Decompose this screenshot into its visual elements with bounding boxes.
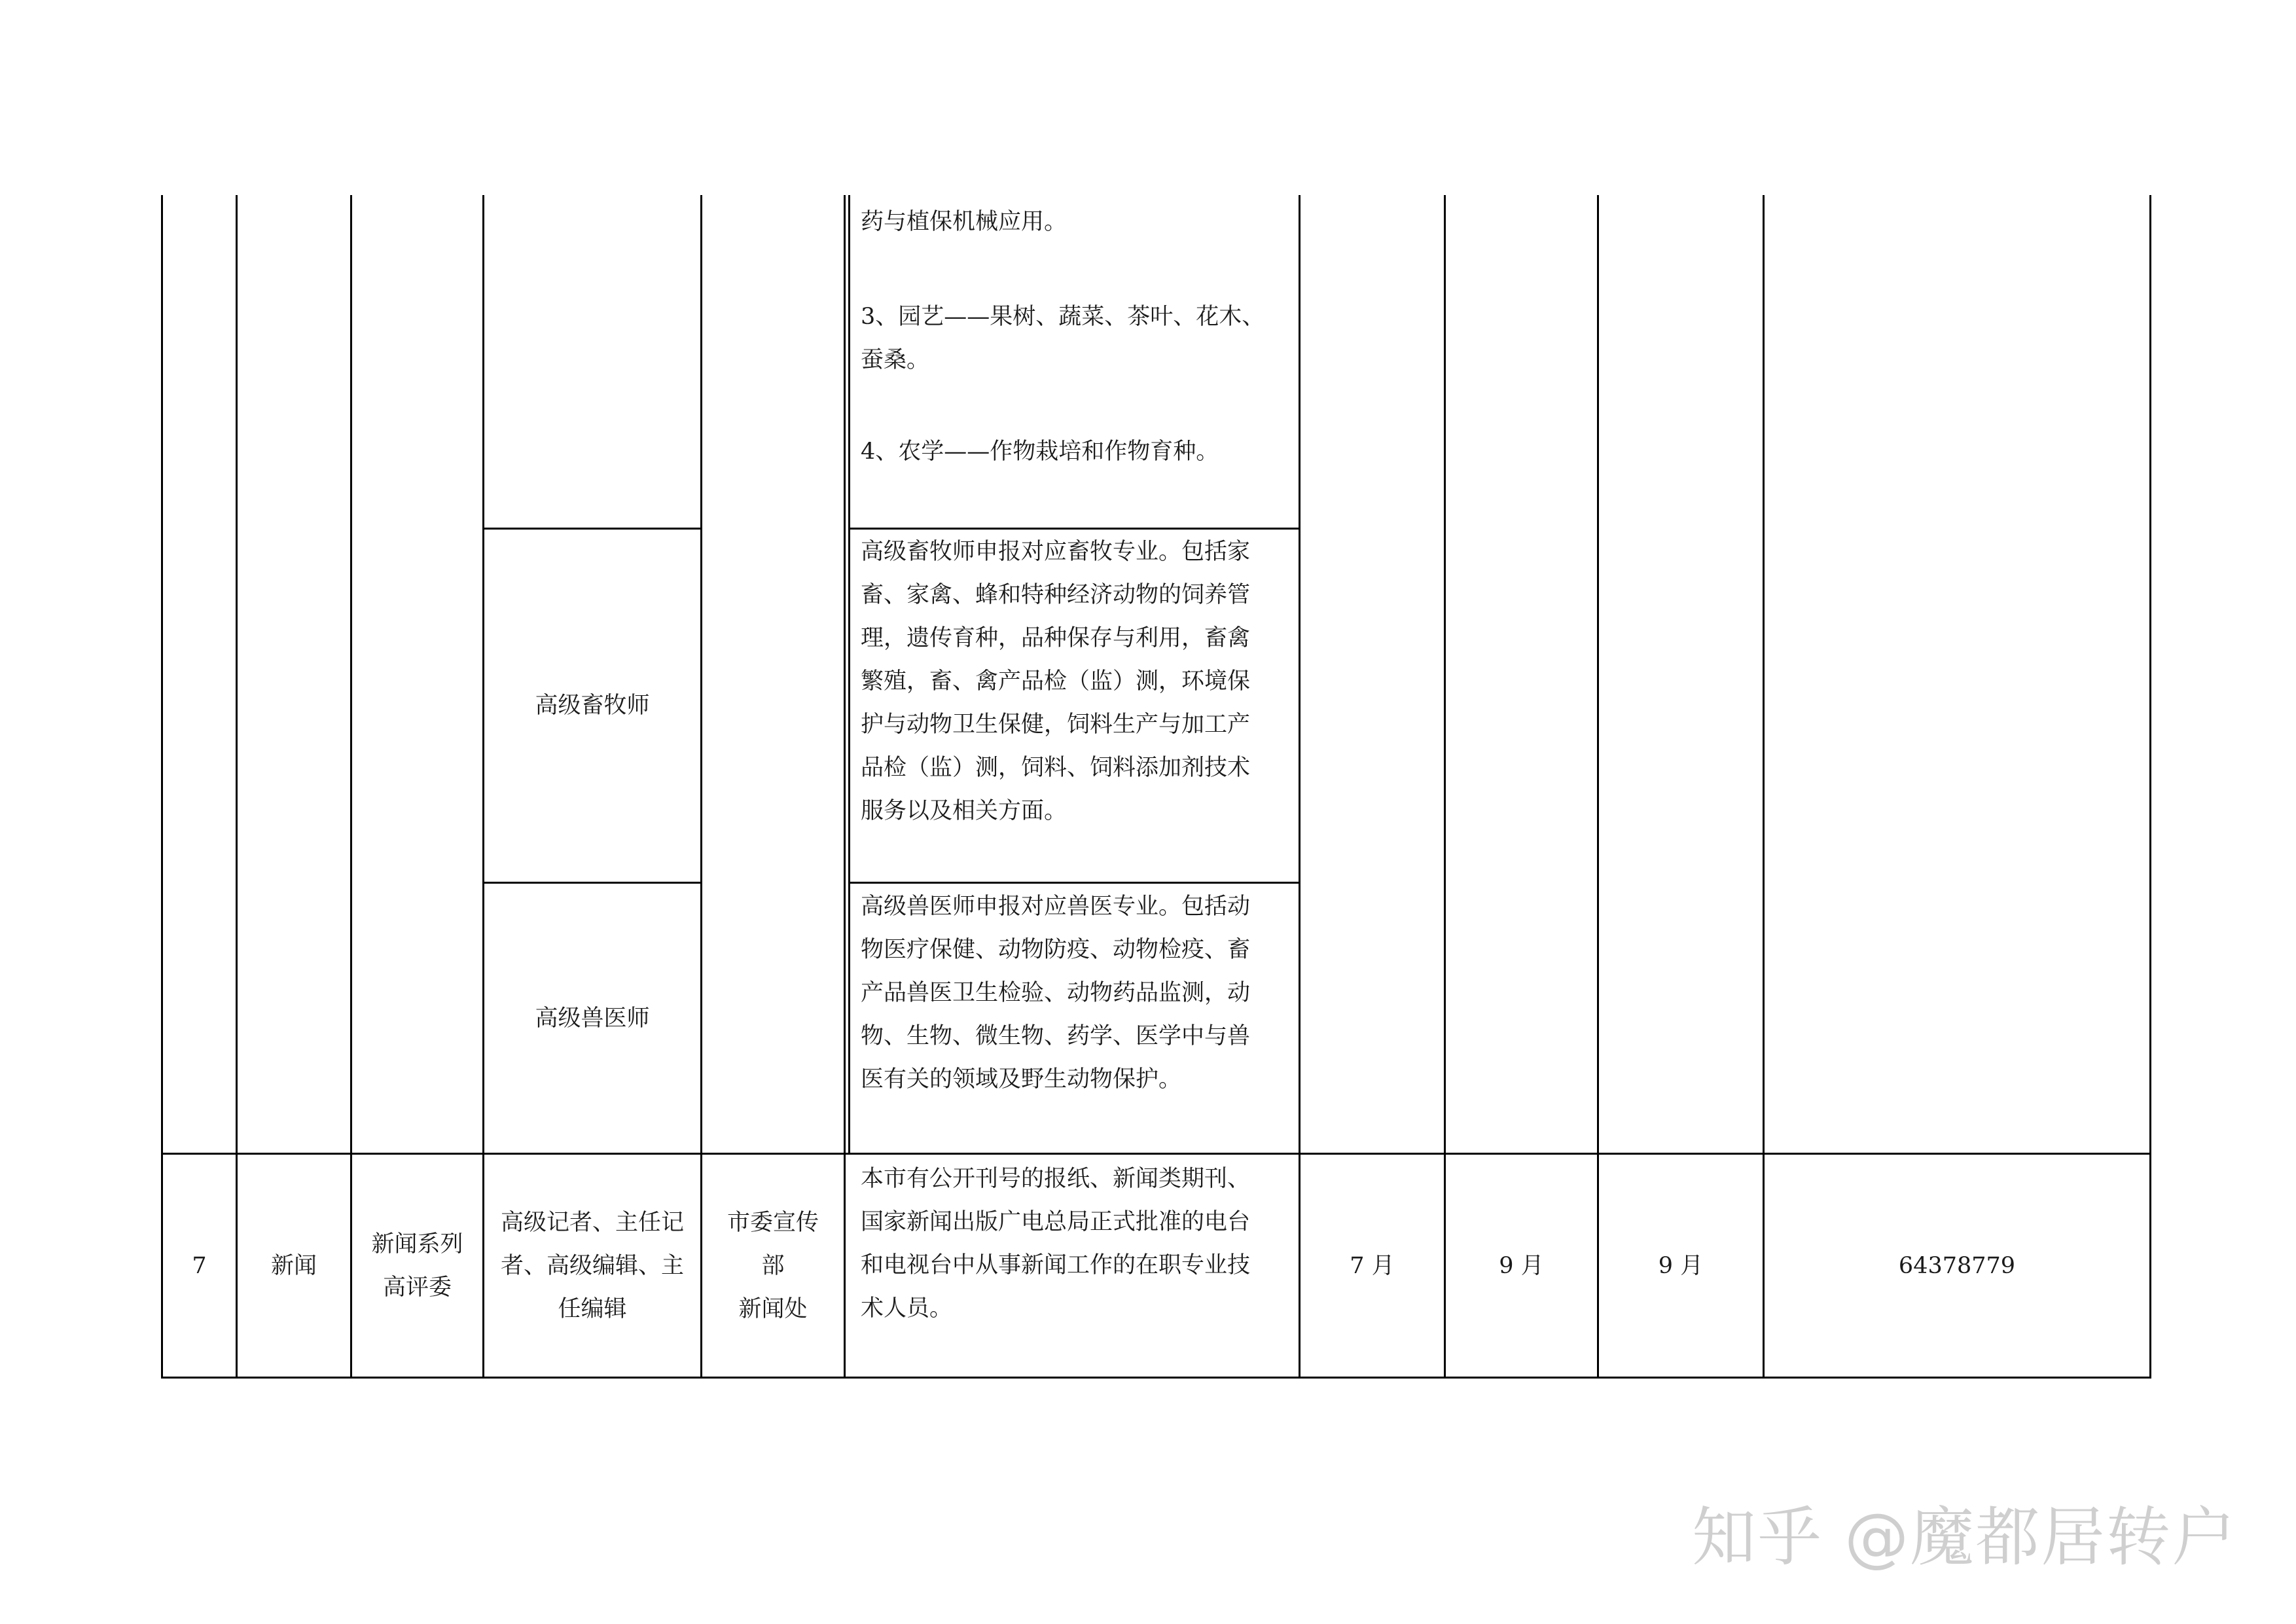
row7-month-3: 9 月: [1658, 1252, 1704, 1279]
row7-dept: [702, 1155, 844, 1377]
row7-committee: [352, 1155, 482, 1377]
row-divider-agri-desc: [848, 528, 1300, 530]
row7-scope-line: 和电视台中从事新闻工作的在职专业技: [861, 1252, 1251, 1278]
veterinary-desc-line: 医有关的领域及野生动物保护。: [861, 1066, 1182, 1092]
row7-dept-line: 新闻处: [738, 1295, 808, 1322]
veterinary-desc-line: 高级兽医师申报对应兽医专业。包括动: [861, 893, 1251, 920]
husbandry-desc-line: 畜、家禽、蜂和特种经济动物的饲养管: [861, 582, 1251, 608]
col-divider-5: [844, 195, 846, 1379]
husbandry-desc-line: 品检（监）测，饲料、饲料添加剂技术: [861, 755, 1251, 781]
row7-no: 7: [192, 1252, 207, 1279]
agri-spec-line-1: 药与植保机械应用。: [861, 209, 1067, 235]
husbandry-desc-line: 护与动物卫生保健，饲料生产与加工产: [861, 712, 1251, 738]
row-divider-husbandry-desc: [848, 882, 1300, 884]
husbandry-title: 高级畜牧师: [535, 693, 650, 719]
husbandry-desc-line: 理，遗传育种，品种保存与利用，畜禽: [861, 625, 1251, 651]
row7-titles-line: 任编辑: [558, 1295, 627, 1322]
row7-titles-line: 高级记者、主任记: [500, 1209, 684, 1236]
row7-scope-line: 术人员。: [861, 1295, 953, 1322]
veterinary-desc: [861, 885, 1293, 1101]
row7-month-2: 9 月: [1499, 1252, 1544, 1279]
zhihu-watermark: 知乎 @魔都居转户: [1692, 1500, 2238, 1575]
veterinary-desc-line: 产品兽医卫生检验、动物药品监测，动: [861, 980, 1251, 1006]
veterinary-desc-line: 物医疗保健、动物防疫、动物检疫、畜: [861, 937, 1251, 963]
row7-committee-line: 新闻系列: [371, 1231, 463, 1257]
veterinary-title: 高级兽医师: [535, 1005, 650, 1032]
row7-month-1: 7 月: [1350, 1252, 1395, 1279]
row7-titles: [484, 1155, 700, 1377]
husbandry-desc-line: 繁殖，畜、禽产品检（监）测，环境保: [861, 668, 1251, 695]
table-border-right: [2149, 195, 2151, 1379]
col-divider-5b: [848, 195, 850, 1155]
agri-spec-line-3: 蚕桑。: [861, 347, 930, 373]
row7-category: 新闻: [270, 1252, 317, 1279]
row7-scope-line: 国家新闻出版广电总局正式批准的电台: [861, 1209, 1251, 1235]
husbandry-desc-line: 高级畜牧师申报对应畜牧专业。包括家: [861, 539, 1251, 565]
row7-dept-line: 市委宣传: [726, 1209, 819, 1236]
agri-spec-line-2: 3、园艺——果树、蔬菜、茶叶、花木、: [861, 304, 1265, 330]
husbandry-desc-line: 服务以及相关方面。: [861, 798, 1067, 824]
row7-phone: 64378779: [1898, 1252, 2016, 1279]
row7-titles-line: 者、高级编辑、主: [500, 1252, 684, 1279]
row7-scope: [861, 1157, 1293, 1330]
table-border-bottom: [161, 1377, 2151, 1379]
row7-committee-line: 高评委: [382, 1274, 452, 1301]
veterinary-desc-line: 物、生物、微生物、药学、医学中与兽: [861, 1023, 1251, 1049]
row7-dept-line: 部: [761, 1252, 785, 1279]
row7-scope-line: 本市有公开刊号的报纸、新闻类期刊、: [861, 1166, 1251, 1192]
agri-spec-line-4: 4、农学——作物栽培和作物育种。: [861, 439, 1219, 465]
husbandry-desc: [861, 530, 1293, 833]
